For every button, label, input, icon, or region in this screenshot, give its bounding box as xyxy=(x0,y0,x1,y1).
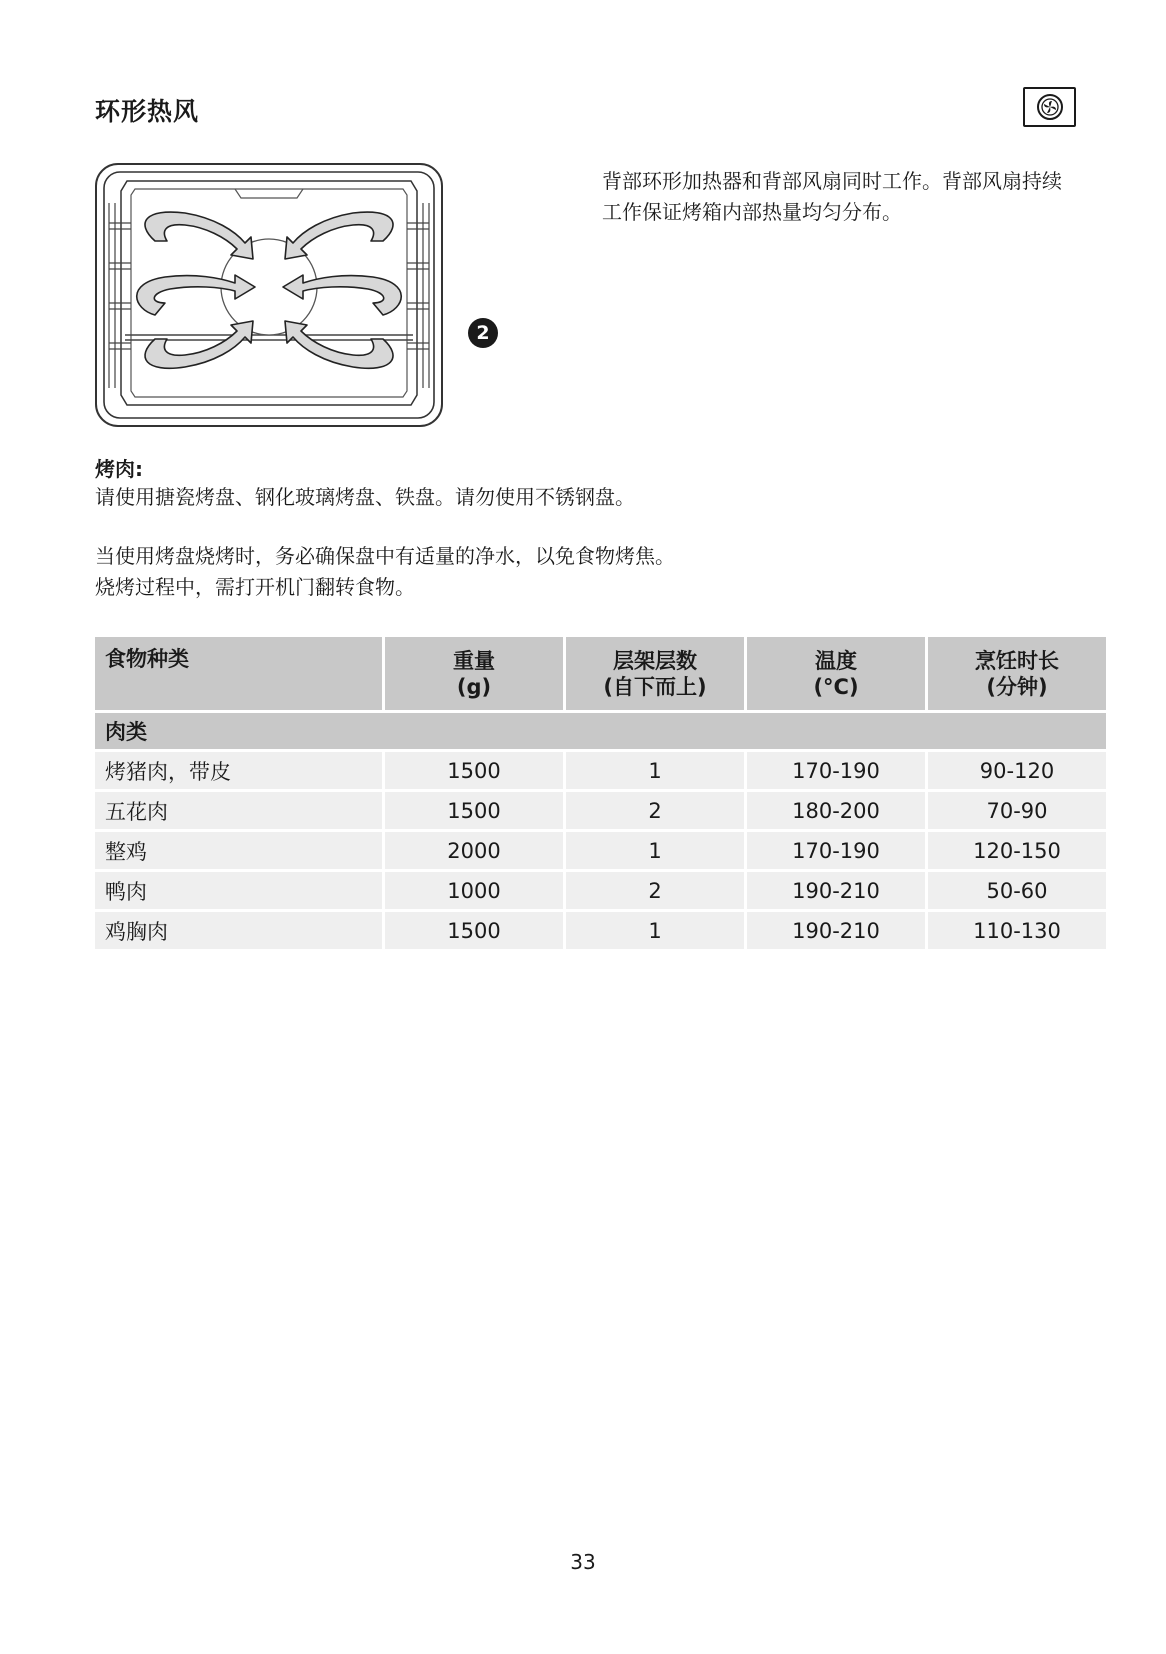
section-heading: 烤肉: xyxy=(95,457,143,481)
group-label: 肉类 xyxy=(95,713,1106,749)
mode-description: 背部环形加热器和背部风扇同时工作。背部风扇持续工作保证烤箱内部热量均匀分布。 xyxy=(602,169,1062,224)
cell-food: 鸭肉 xyxy=(95,872,382,909)
cell-food: 五花肉 xyxy=(95,792,382,829)
table-row xyxy=(95,792,1106,829)
instruction-paragraph-3: 烧烤过程中，需打开机门翻转食物。 xyxy=(95,575,415,599)
cell-shelf: 2 xyxy=(566,872,744,909)
cell-weight: 2000 xyxy=(385,832,563,869)
table-group-row xyxy=(95,713,1106,749)
cell-time: 70-90 xyxy=(928,792,1106,829)
table-header-row xyxy=(95,637,1106,710)
page-number: 33 xyxy=(570,1550,596,1574)
header-temperature: 温度 (°C) xyxy=(747,637,925,710)
cell-weight: 1500 xyxy=(385,752,563,789)
header-shelf-level: 层架层数 (自下而上) xyxy=(566,637,744,710)
cell-food: 鸡胸肉 xyxy=(95,912,382,949)
table-row xyxy=(95,752,1106,789)
oven-convection-airflow-diagram xyxy=(95,163,443,427)
cell-shelf: 1 xyxy=(566,912,744,949)
cell-time: 50-60 xyxy=(928,872,1106,909)
cell-temperature: 170-190 xyxy=(747,752,925,789)
cell-weight: 1000 xyxy=(385,872,563,909)
header-cooking-time: 烹饪时长 (分钟) xyxy=(928,637,1106,710)
step-number-badge: 2 xyxy=(468,318,498,348)
cell-time: 110-130 xyxy=(928,912,1106,949)
cell-temperature: 170-190 xyxy=(747,832,925,869)
cell-food: 烤猪肉，带皮 xyxy=(95,752,382,789)
header-weight: 重量 (g) xyxy=(385,637,563,710)
page-title: 环形热风 xyxy=(95,97,200,126)
fan-ring-heater-icon xyxy=(1023,87,1076,127)
cooking-table xyxy=(92,634,1109,952)
cell-temperature: 180-200 xyxy=(747,792,925,829)
table-row xyxy=(95,832,1106,869)
table-row xyxy=(95,912,1106,949)
cell-time: 120-150 xyxy=(928,832,1106,869)
cell-weight: 1500 xyxy=(385,912,563,949)
instruction-paragraph-2: 当使用烤盘烧烤时，务必确保盘中有适量的净水，以免食物烤焦。 xyxy=(95,544,675,568)
table-row xyxy=(95,872,1106,909)
header-food-type: 食物种类 xyxy=(95,637,382,710)
instruction-paragraph-1: 请使用搪瓷烤盘、钢化玻璃烤盘、铁盘。请勿使用不锈钢盘。 xyxy=(95,485,635,509)
cell-shelf: 1 xyxy=(566,832,744,869)
cell-weight: 1500 xyxy=(385,792,563,829)
cell-food: 整鸡 xyxy=(95,832,382,869)
cell-time: 90-120 xyxy=(928,752,1106,789)
cell-shelf: 1 xyxy=(566,752,744,789)
cell-temperature: 190-210 xyxy=(747,912,925,949)
cell-temperature: 190-210 xyxy=(747,872,925,909)
cell-shelf: 2 xyxy=(566,792,744,829)
